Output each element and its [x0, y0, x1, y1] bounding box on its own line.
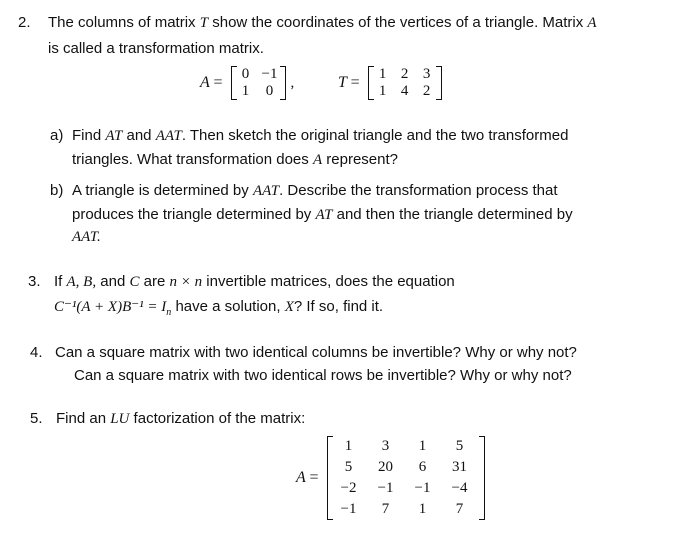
matrix-cell: 2: [400, 66, 409, 82]
question-2-line-1: The columns of matrix T show the coordinates of the vertices of a triangle. Matrix A: [48, 14, 597, 31]
part-a-label: a): [50, 127, 64, 144]
right-bracket: [436, 66, 442, 100]
matrix-cell: 2: [422, 83, 431, 99]
matrix-cell: 6: [418, 459, 427, 475]
question-3-line-1: If A, B, and C are n × n invertible matrices, does the equation: [54, 273, 455, 290]
matrix-cell: 1: [418, 501, 427, 517]
right-bracket: [280, 66, 286, 100]
matrix-cell: 1: [378, 66, 387, 82]
question-number: 3.: [28, 273, 41, 290]
question-number: 5.: [30, 410, 43, 427]
matrix-4x4-grid: [333, 436, 479, 520]
matrix-cell: −1: [261, 66, 278, 82]
matrix-cell: 20: [378, 459, 394, 475]
matrix-cell: 1: [378, 83, 387, 99]
part-b-line-1: A triangle is determined by AAT. Describe the transformation process that: [72, 182, 558, 199]
matrix-a: A = 0 −1 1 0 ,: [200, 66, 295, 99]
matrix-cell: 1: [344, 438, 353, 454]
matrix-cell: −1: [340, 501, 357, 517]
matrix-cell: 3: [381, 438, 390, 454]
matrix-cell: 7: [455, 501, 464, 517]
matrix-cell: 5: [455, 438, 464, 454]
matrix-a-4x4: A = 1 3 1 5 5 20 6 31 −2 −1 −1 −4 −1 7 1 7: [296, 436, 485, 520]
matrix-cell: 0: [265, 83, 274, 99]
matrix-cell: 7: [381, 501, 390, 517]
right-bracket: [479, 436, 485, 520]
part-b-line-3: AAT.: [72, 229, 101, 245]
matrix-cell: 3: [422, 66, 431, 82]
question-number: 4.: [30, 344, 43, 361]
matrix-cell: −1: [377, 480, 394, 496]
part-b-label: b): [50, 182, 64, 199]
question-5-line-1: Find an LU factorization of the matrix:: [56, 410, 306, 427]
matrix-cell: −2: [340, 480, 357, 496]
question-4-line-1: Can a square matrix with two identical columns be invertible? Why or why not?: [55, 344, 577, 361]
question-number: 2.: [18, 14, 31, 31]
matrix-cell: −4: [451, 480, 468, 496]
matrix-a-grid: [237, 66, 281, 100]
matrix-cell: 31: [452, 459, 468, 475]
part-a-line-1: Find AT and AAT. Then sketch the original triangle and the two transformed: [72, 127, 569, 144]
matrix-cell: 1: [418, 438, 427, 454]
matrix-cell: 5: [344, 459, 353, 475]
matrix-cell: 0: [241, 66, 250, 82]
part-a-line-2: triangles. What transformation does A represent?: [72, 151, 399, 168]
question-2-line-2: is called a transformation matrix.: [48, 40, 264, 57]
equation: C⁻¹(A + X)B⁻¹ = I: [54, 299, 167, 315]
question-3-line-2: $C^{-1}(A + X)B^{-1} = I_n$ have a solution, X? If so, find it.: [54, 298, 384, 318]
matrix-t-grid: [374, 66, 436, 100]
part-b-line-2: produces the triangle determined by AT and then the triangle determined by: [72, 206, 573, 223]
matrix-t: T = 1 2 3 1 4 2: [338, 66, 442, 100]
matrix-cell: 4: [400, 83, 409, 99]
matrix-cell: 1: [241, 83, 250, 99]
question-4-line-2: Can a square matrix with two identical rows be invertible? Why or why not?: [74, 367, 572, 384]
matrix-cell: −1: [414, 480, 431, 496]
